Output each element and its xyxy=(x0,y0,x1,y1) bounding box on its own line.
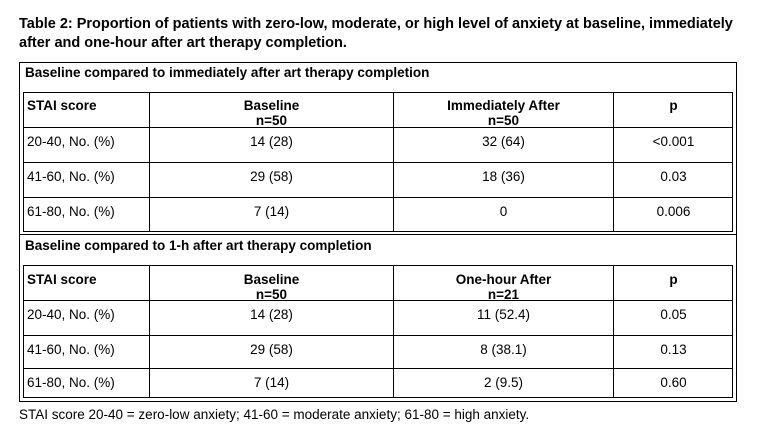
s1-header-p: p xyxy=(669,98,678,113)
table-row: 61-80, No. (%) xyxy=(27,204,115,219)
table-row: 61-80, No. (%) xyxy=(27,375,115,390)
table-cell: 29 (58) xyxy=(250,169,293,184)
s2-header-stai: STAI score xyxy=(27,272,97,287)
section2-title: Baseline compared to 1-h after art therapy completion xyxy=(25,238,372,253)
table-cell: 0.05 xyxy=(660,307,687,322)
table-row: 20-40, No. (%) xyxy=(27,134,115,149)
table-cell: 14 (28) xyxy=(250,307,293,322)
s1-header-after: Immediately After xyxy=(447,98,560,113)
s2-header-after: One-hour After xyxy=(455,272,552,287)
anxiety-table xyxy=(19,62,737,402)
table-cell: 0 xyxy=(499,204,508,219)
table-footnote: STAI score 20-40 = zero-low anxiety; 41-60 = moderate anxiety; 61-80 = high anxiety. xyxy=(19,407,530,422)
table-cell: 0.13 xyxy=(660,342,687,357)
s2-header-baseline: Baseline xyxy=(243,272,300,287)
table-row: 41-60, No. (%) xyxy=(27,169,115,184)
table-cell: <0.001 xyxy=(652,134,695,149)
s2-header-baseline-n: n=50 xyxy=(255,287,288,302)
s2-header-after-n: n=21 xyxy=(487,287,520,302)
table-cell: 11 (52.4) xyxy=(476,307,531,322)
s1-header-baseline: Baseline xyxy=(243,98,300,113)
s2-header-p: p xyxy=(669,272,678,287)
table-row: 20-40, No. (%) xyxy=(27,307,115,322)
table-cell: 8 (38.1) xyxy=(480,342,527,357)
table-row: 41-60, No. (%) xyxy=(27,342,115,357)
table-cell: 2 (9.5) xyxy=(483,375,524,390)
s1-header-stai: STAI score xyxy=(27,98,97,113)
table-caption: Table 2: Proportion of patients with zero-low, moderate, or high level of anxiety at baseline, immediately after and one-hour after art therapy completion. xyxy=(19,16,733,51)
table-cell: 0.60 xyxy=(660,375,687,390)
table-cell: 7 (14) xyxy=(253,204,290,219)
s1-header-baseline-n: n=50 xyxy=(255,113,288,128)
table-cell: 14 (28) xyxy=(250,134,293,149)
table-cell: 18 (36) xyxy=(482,169,525,184)
table-cell: 32 (64) xyxy=(482,134,525,149)
section1-title: Baseline compared to immediately after art therapy completion xyxy=(25,65,430,80)
table-cell: 0.03 xyxy=(660,169,687,184)
table-cell: 7 (14) xyxy=(253,375,290,390)
table-cell: 29 (58) xyxy=(250,342,293,357)
table-cell: 0.006 xyxy=(656,204,691,219)
s1-header-after-n: n=50 xyxy=(487,113,520,128)
